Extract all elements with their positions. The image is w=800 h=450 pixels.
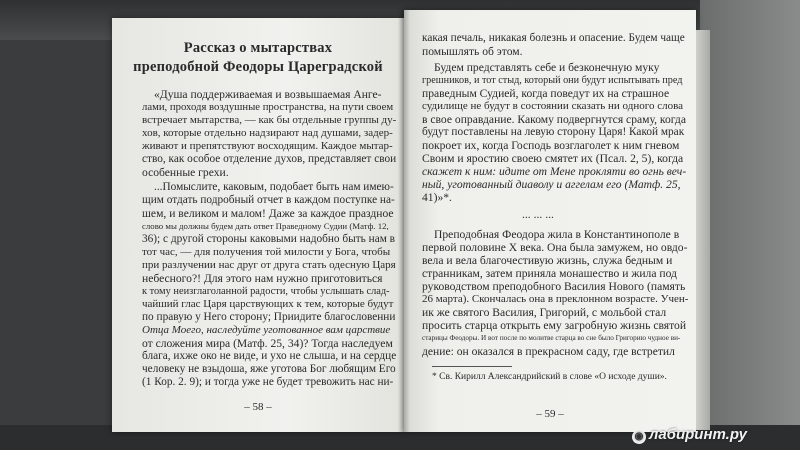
text-line: 26 марта). Скончалась она в преклонном возрасте. Учен-	[422, 293, 689, 305]
page-number: – 59 –	[536, 408, 564, 420]
text-line: Своим и яростию своею смятет их (Псал. 2, 5), когда	[422, 152, 684, 165]
ellipsis-separator: ... ... ...	[522, 208, 554, 221]
text-line: в свое оправдание. Какому подвергнутся сраму, когда	[422, 113, 686, 126]
text-line: блага, ихже око не виде, и ухо не слыша, и на сердце	[142, 350, 397, 362]
footnote: * Св. Кирилл Александрийский в слове «О исходе души».	[432, 372, 667, 382]
text-line: будут поставлены на левую сторону Царя! Какой мрак	[422, 126, 685, 138]
text-line: праведным Судией, когда поведут их на страшное	[422, 87, 670, 100]
text-line: просить старца открыть ему загробную жизнь святой	[422, 319, 687, 332]
text-line: вела и вела благочестивую жизнь, служа бедным и	[422, 254, 673, 267]
watermark-text: лабиринт.ру	[649, 426, 747, 443]
text-line: ик же святого Василия, Григорий, с мольбой стал	[422, 306, 667, 319]
text-line: от сложения мира (Матф. 25, 34)? Тогда наследуем	[142, 337, 393, 350]
background-right	[700, 0, 800, 450]
footnote-rule	[432, 366, 512, 367]
text-line: особенные грехи.	[142, 166, 229, 179]
text-line: к тому неизглаголанной радости, чтобы услышать слад-	[142, 286, 390, 297]
text-line: «Душа поддерживаемая и возвышаемая Анге-	[154, 88, 382, 101]
text-line: Преподобная Феодора жила в Константинополе в	[434, 228, 680, 241]
text-line: щим отдать подробный отчет в каждом поступке на-	[142, 194, 395, 206]
text-line: встречает мытарства, — как бы отдельные группы ду-	[142, 114, 397, 126]
text-line: небесного?! Для этого нам нужно приготовиться	[142, 272, 383, 285]
text-line: дение: он оказался в прекрасном саду, где встретил	[422, 345, 675, 358]
text-line: ство, как особое отделение духов, представляет свои	[142, 153, 397, 165]
text-line: скажет к ним: идите от Мене прокляти во огнь веч-	[422, 165, 687, 178]
text-line: лами, проходя воздушные пространства, на пути своем	[142, 101, 394, 113]
text-line: чайший глас Царя царствующих к тем, которые будут	[142, 298, 394, 310]
text-line: какая печаль, никакая болезнь и опасение. Будем чаще	[422, 32, 685, 44]
right-page	[404, 10, 696, 432]
text-line: 41)»*.	[422, 191, 452, 204]
text-line: (1 Кор. 2. 9); и тогда уже не будет тревожить нас ни-	[142, 376, 394, 388]
text-line: живают и препятствуют восходящим. Каждое мытар-	[142, 140, 393, 152]
page-title-line-2: преподобной Феодоры Цареградской	[133, 59, 383, 75]
page-edges	[696, 30, 710, 430]
text-line: Отца Моего, наследуйте уготованное вам царствие	[142, 324, 391, 336]
text-line: старицы Феодоры. И вот после по молитве старца во сне было Григорию чудное ви-	[422, 334, 681, 342]
text-line: грешников, и тот стыд, который они будут испытывать пред	[422, 75, 683, 86]
text-line: судилище не будут в состоянии сказать ни одного слова	[422, 100, 684, 112]
text-line: Будем представлять себе и безконечную муку	[434, 61, 660, 74]
page-number: – 58 –	[244, 401, 272, 413]
text-line: первой половине X века. Она была замужем, но овдо-	[422, 241, 688, 254]
text-line: по правую у Него сторону; Приидите благословенни	[142, 311, 396, 323]
text-line: ...Помыслите, каковым, подобает быть нам имею-	[154, 181, 394, 193]
left-page	[112, 18, 404, 432]
text-line: тот час, — для получения той милости у Бога, чтобы	[142, 246, 391, 258]
book-spine	[398, 10, 410, 432]
globe-icon: ◉	[632, 430, 646, 444]
text-line: покроет их, когда Господь возглаголет к ним гневом	[422, 139, 680, 152]
text-line: помышлять об этом.	[422, 45, 523, 58]
text-line: ный, уготованный диаволу и аггелам его (Матф. 25,	[422, 178, 681, 191]
text-line: шем, и великом и малом! Даже за каждое праздное	[142, 207, 394, 220]
text-line: руководством преподобного Василия Нового (память	[422, 280, 686, 293]
watermark	[632, 426, 747, 444]
page-title-line-1: Рассказ о мытарствах	[183, 40, 333, 56]
text-line: человеку не взыдоша, яже уготова Бог любящим Его	[142, 363, 396, 375]
text-line: странникам, затем приняла монашество и жила под	[422, 267, 677, 280]
text-line: слово мы должны будем дать ответ Праведному Судии (Матф. 12,	[142, 221, 389, 231]
text-line: 36); с другой стороны каковыми надобно быть нам в	[142, 233, 396, 245]
text-line: хов, которые отдельно надзирают над душами, задер-	[142, 127, 393, 139]
text-line: при разлучении нас друг от друга стать одесную Царя	[142, 259, 396, 271]
